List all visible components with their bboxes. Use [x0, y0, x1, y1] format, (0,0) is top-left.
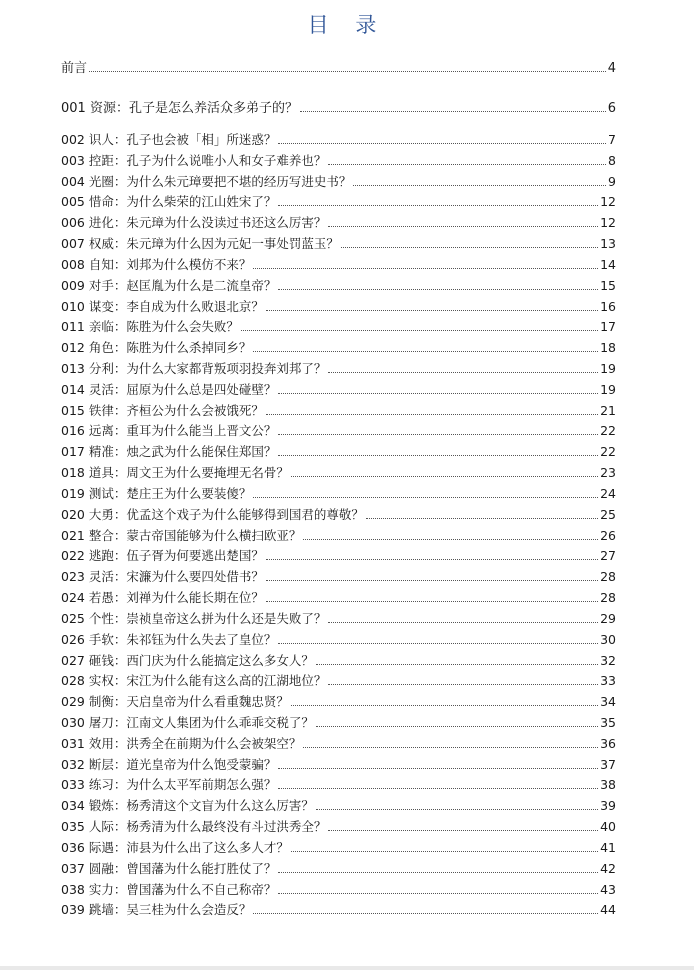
dot-leader — [253, 903, 598, 914]
dot-leader — [316, 716, 598, 727]
toc-entry-page-number: 13 — [600, 236, 616, 252]
toc-entry[interactable] — [61, 653, 616, 669]
toc-entry[interactable] — [61, 486, 616, 502]
dot-leader — [291, 841, 598, 852]
toc-entry[interactable] — [61, 736, 616, 752]
toc-entry[interactable] — [61, 757, 616, 773]
toc-entry[interactable] — [61, 528, 616, 544]
toc-entry[interactable] — [61, 673, 616, 689]
toc-entry-page-number: 37 — [600, 756, 616, 772]
toc-entry-title: 030 屠刀：江南文人集团为什么乖乖交税了？ — [61, 714, 314, 730]
dot-leader — [278, 195, 598, 206]
toc-entry[interactable] — [61, 444, 616, 460]
toc-entry-page-number: 26 — [600, 527, 616, 543]
toc-entry[interactable] — [61, 257, 616, 273]
toc-entry-title: 034 锻炼：杨秀清这个文盲为什么这么厉害？ — [61, 798, 314, 814]
toc-entry-title: 002 识人：孔子也会被「相」所迷惑？ — [61, 132, 277, 147]
dot-leader — [278, 424, 598, 435]
toc-entry-page-number: 35 — [600, 714, 616, 730]
toc-entry-title: 019 测试：楚庄王为什么要装傻？ — [61, 485, 252, 501]
toc-entry[interactable] — [61, 153, 616, 169]
toc-entry[interactable] — [61, 819, 616, 835]
page-bottom-border — [0, 966, 694, 970]
toc-entry-page-number: 22 — [600, 423, 616, 439]
toc-entry[interactable] — [61, 403, 616, 419]
toc-entry-title: 015 铁律：齐桓公为什么会被饿死？ — [61, 402, 264, 418]
dot-leader — [266, 591, 598, 602]
toc-entry-title: 035 人际：杨秀清为什么最终没有斗过洪秀全？ — [61, 819, 327, 835]
toc-entry[interactable] — [61, 694, 616, 710]
toc-entry-page-number: 23 — [600, 465, 616, 481]
toc-entry[interactable] — [61, 101, 616, 117]
toc-entry-title: 029 制衡：天启皇帝为什么看重魏忠贤？ — [61, 694, 289, 710]
toc-entry-page-number: 18 — [600, 340, 616, 356]
toc-entry-title: 018 道具：周文王为什么要掩埋无名骨？ — [61, 465, 289, 481]
toc-entry-page-number: 4 — [607, 61, 616, 76]
toc-entry-title: 005 惜命：为什么柴荣的江山姓宋了？ — [61, 194, 277, 210]
toc-entry-page-number: 25 — [600, 506, 616, 522]
toc-entry-title: 039 跳墙：吴三桂为什么会造反？ — [61, 902, 252, 918]
dot-leader — [303, 529, 598, 540]
dot-leader — [328, 674, 598, 685]
dot-leader — [291, 695, 598, 706]
dot-leader — [278, 883, 598, 894]
toc-entry-page-number: 8 — [608, 152, 616, 168]
dot-leader — [316, 799, 598, 810]
dot-leader — [291, 466, 598, 477]
dot-leader — [253, 487, 598, 498]
toc-entry-page-number: 12 — [600, 194, 616, 210]
toc-entry[interactable] — [61, 777, 616, 793]
toc-entry-page-number: 7 — [608, 132, 616, 147]
toc-entry[interactable] — [61, 340, 616, 356]
toc-entry[interactable] — [61, 361, 616, 377]
toc-entry-page-number: 42 — [600, 860, 616, 876]
toc-entry-title: 020 大勇：优孟这个戏子为什么能够得到国君的尊敬？ — [61, 506, 364, 522]
toc-entry-page-number: 38 — [600, 777, 616, 793]
dot-leader — [353, 175, 606, 186]
toc-entry-page-number: 24 — [600, 485, 616, 501]
toc-entry[interactable] — [61, 611, 616, 627]
toc-entry-page-number: 29 — [600, 610, 616, 626]
toc-entry-page-number: 27 — [600, 548, 616, 564]
dot-leader — [266, 570, 598, 581]
toc-entry-page-number: 19 — [600, 381, 616, 397]
dot-leader — [316, 654, 598, 665]
toc-entry-title: 026 手软：朱祁钰为什么失去了皇位？ — [61, 631, 277, 647]
toc-entry[interactable] — [61, 548, 616, 564]
dot-leader — [278, 133, 606, 144]
toc-entry-page-number: 33 — [600, 673, 616, 689]
dot-leader — [300, 101, 606, 112]
toc-entry-title: 027 砸钱：西门庆为什么能搞定这么多女人？ — [61, 652, 314, 668]
dot-leader — [278, 778, 598, 789]
toc-entry[interactable] — [61, 715, 616, 731]
dot-leader — [266, 300, 598, 311]
toc-entry-page-number: 19 — [600, 361, 616, 377]
toc-entry[interactable] — [61, 632, 616, 648]
toc-entry-page-number: 34 — [600, 694, 616, 710]
toc-entry-title: 024 若愚：刘禅为什么能长期在位？ — [61, 590, 264, 606]
dot-leader — [241, 320, 598, 331]
toc-entry-title: 021 整合：蒙古帝国能够为什么横扫欧亚？ — [61, 527, 302, 543]
toc-entry-title: 014 灵活：屈原为什么总是四处碰壁？ — [61, 381, 277, 397]
toc-entry-title: 011 亲临：陈胜为什么会失败？ — [61, 319, 239, 335]
toc-entry[interactable] — [61, 882, 616, 898]
toc-entry-page-number: 30 — [600, 631, 616, 647]
toc-entry[interactable] — [61, 194, 616, 210]
toc-entry-title: 008 自知：刘邦为什么模仿不来？ — [61, 256, 252, 272]
toc-entry[interactable] — [61, 861, 616, 877]
toc-entry-title: 010 谋变：李自成为什么败退北京？ — [61, 298, 264, 314]
toc-entry[interactable] — [61, 236, 616, 252]
toc-entry-title: 009 对手：赵匡胤为什么是二流皇帝？ — [61, 277, 277, 293]
toc-entry-title: 007 权威：朱元璋为什么因为元妃一事处罚蓝玉？ — [61, 236, 339, 252]
dot-leader — [253, 341, 598, 352]
toc-entry[interactable] — [61, 382, 616, 398]
dot-leader — [278, 383, 598, 394]
toc-entry-page-number: 16 — [600, 298, 616, 314]
toc-entry-page-number: 39 — [600, 798, 616, 814]
dot-leader — [328, 216, 598, 227]
dot-leader — [328, 362, 598, 373]
toc-entry-page-number: 21 — [600, 402, 616, 418]
dot-leader — [266, 404, 598, 415]
toc-entry-page-number: 12 — [600, 215, 616, 231]
toc-entry-title: 031 效用：洪秀全在前期为什么会被架空？ — [61, 735, 302, 751]
toc-entry-page-number: 22 — [600, 444, 616, 460]
toc-entry-page-number: 14 — [600, 256, 616, 272]
toc-entry-page-number: 6 — [607, 101, 616, 116]
toc-entry-title: 037 圆融：曾国藩为什么能打胜仗了？ — [61, 860, 277, 876]
toc-entry-title: 023 灵活：宋濂为什么要四处借书？ — [61, 569, 264, 585]
toc-entry-page-number: 44 — [600, 902, 616, 918]
dot-leader — [328, 612, 598, 623]
toc-entry[interactable] — [61, 423, 616, 439]
dot-leader — [328, 154, 606, 165]
toc-entry-title: 028 实权：宋江为什么能有这么高的江湖地位？ — [61, 673, 327, 689]
toc-entry-title: 017 精准：烛之武为什么能保住郑国？ — [61, 444, 277, 460]
dot-leader — [278, 633, 598, 644]
toc-entry-title: 006 进化：朱元璋为什么没读过书还这么厉害？ — [61, 215, 327, 231]
toc-entry-title: 036 际遇：沛县为什么出了这么多人才？ — [61, 839, 289, 855]
toc-entry-title: 038 实力：曾国藩为什么不自己称帝？ — [61, 881, 277, 897]
dot-leader — [278, 862, 598, 873]
dot-leader — [253, 258, 598, 269]
toc-entry-page-number: 40 — [600, 819, 616, 835]
toc-entry[interactable] — [61, 902, 616, 918]
toc-entry-page-number: 36 — [600, 735, 616, 751]
toc-entry-page-number: 15 — [600, 277, 616, 293]
toc-entry-title: 016 远离：重耳为什么能当上晋文公？ — [61, 423, 277, 439]
toc-entry-page-number: 28 — [600, 569, 616, 585]
toc-entry-page-number: 41 — [600, 839, 616, 855]
toc-entry[interactable] — [61, 569, 616, 585]
toc-entry-title: 001 资源：孔子是怎么养活众多弟子的？ — [61, 101, 298, 116]
toc-entry[interactable] — [61, 798, 616, 814]
toc-entry-page-number: 17 — [600, 319, 616, 335]
toc-entry-title: 025 个性：崇祯皇帝这么拼为什么还是失败了？ — [61, 610, 327, 626]
toc-entry-title: 033 练习：为什么太平军前期怎么强？ — [61, 777, 277, 793]
toc-entry-page-number: 9 — [608, 173, 616, 189]
toc-entry[interactable] — [61, 507, 616, 523]
dot-leader — [278, 279, 598, 290]
dot-leader — [266, 549, 598, 560]
toc-entry-page-number: 28 — [600, 590, 616, 606]
toc-entry-preface[interactable] — [61, 61, 616, 77]
toc-entry-page-number: 43 — [600, 881, 616, 897]
toc-entry[interactable] — [61, 132, 616, 148]
page-title: 目 录 — [307, 13, 387, 37]
dot-leader — [278, 445, 598, 456]
dot-leader — [303, 737, 598, 748]
toc-entry-title: 013 分利：为什么大家都背叛项羽投奔刘邦了？ — [61, 361, 327, 377]
toc-entry-page-number: 32 — [600, 652, 616, 668]
toc-entry[interactable] — [61, 840, 616, 856]
toc-entry[interactable] — [61, 299, 616, 315]
toc-entry-title: 022 逃跑：伍子胥为何要逃出楚国？ — [61, 548, 264, 564]
dot-leader — [341, 237, 598, 248]
dot-leader — [89, 61, 606, 72]
toc-entry[interactable] — [61, 319, 616, 335]
toc-entry-title: 012 角色：陈胜为什么杀掉同乡？ — [61, 340, 252, 356]
toc-entry[interactable] — [61, 465, 616, 481]
dot-leader — [328, 820, 598, 831]
dot-leader — [278, 758, 598, 769]
dot-leader — [366, 508, 598, 519]
toc-entry-title: 003 控距：孔子为什么说唯小人和女子难养也？ — [61, 152, 327, 168]
toc-entry-title: 前言 — [61, 61, 88, 76]
toc-entry-title: 032 断层：道光皇帝为什么饱受蒙骗？ — [61, 756, 277, 772]
toc-entry-title: 004 光圈：为什么朱元璋要把不堪的经历写进史书？ — [61, 173, 352, 189]
toc-entry[interactable] — [61, 215, 616, 231]
toc-entry[interactable] — [61, 278, 616, 294]
toc-entry[interactable] — [61, 174, 616, 190]
toc-entry[interactable] — [61, 590, 616, 606]
